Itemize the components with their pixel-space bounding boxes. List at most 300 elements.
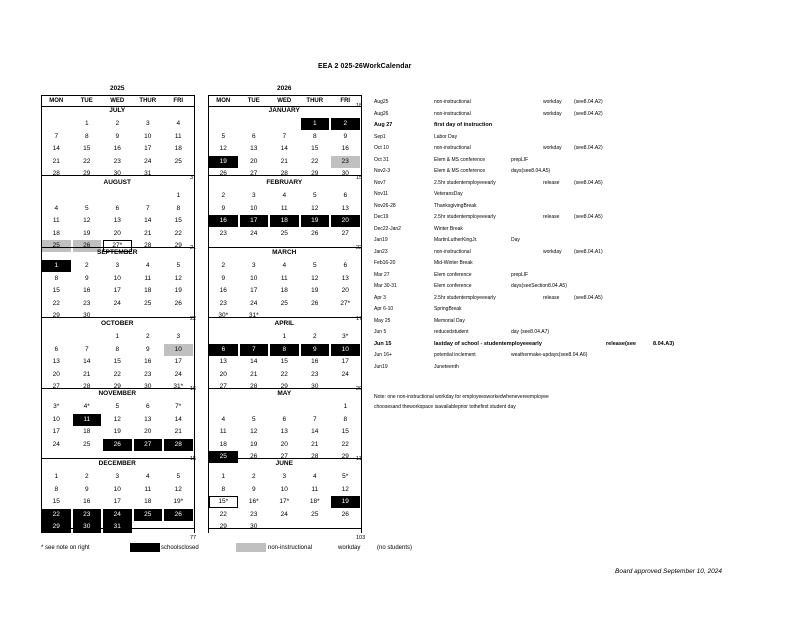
- month-name-october: OCTOBER: [101, 320, 134, 327]
- day-cell: 27: [341, 229, 349, 237]
- event-desc: prepLIF: [511, 156, 529, 163]
- day-cell: 29: [280, 383, 288, 391]
- day-cell: 19: [331, 496, 360, 508]
- day-cell: 17*: [279, 498, 290, 506]
- day-cell: 19*: [173, 498, 184, 506]
- day-cell: 30: [311, 383, 319, 391]
- day-cell: 29: [52, 312, 60, 320]
- day-cell: 10: [250, 274, 258, 282]
- day-cell: 2: [221, 192, 226, 199]
- day-cell: 17: [250, 287, 258, 295]
- event-date: Nov2-3: [374, 168, 391, 174]
- day-cell: 4: [145, 473, 150, 480]
- day-cell: 1: [176, 192, 181, 199]
- day-cell: 15: [52, 498, 60, 506]
- day-cell: 6: [251, 132, 256, 140]
- month-workday-count: 18: [356, 103, 363, 109]
- day-cell: 1: [221, 473, 226, 480]
- month-rule: [41, 528, 194, 529]
- legend-closed-swatch: [130, 543, 160, 552]
- event-desc: Day: [511, 237, 520, 243]
- event-desc: lastday of school - studentemployeeearly: [434, 340, 542, 347]
- day-cell: 18: [280, 287, 288, 295]
- day-cell: 7: [54, 132, 59, 140]
- day-cell: 11: [280, 274, 288, 282]
- day-cell: 3*: [342, 333, 349, 340]
- month-workday-count: 22: [190, 316, 197, 322]
- event-desc: Memorial Day: [434, 317, 465, 324]
- day-cell: 21: [52, 157, 60, 165]
- day-cell: 25: [209, 451, 238, 463]
- day-cell: 11: [311, 485, 319, 493]
- day-cell: 16: [144, 358, 152, 366]
- day-cell: 26: [103, 439, 132, 451]
- month-workday-count: 20: [356, 386, 363, 392]
- event-desc: Elem conference: [434, 283, 472, 289]
- day-header-wed: WED: [110, 98, 125, 104]
- day-cell: 13: [250, 145, 258, 153]
- note-line: choosesand theworkspace isavailableprior tothefirst student day: [374, 404, 516, 410]
- day-cell: 21: [311, 440, 319, 448]
- month-workday-count: 21: [190, 245, 197, 251]
- day-cell: 20: [331, 215, 360, 227]
- day-cell: 2: [251, 473, 256, 480]
- month-rule: [208, 458, 361, 459]
- event-date: Nov11: [374, 191, 389, 197]
- event-date: Sep1: [374, 133, 386, 140]
- day-cell: 8: [84, 132, 89, 140]
- day-cell: 30: [113, 170, 121, 178]
- day-cell: 13: [52, 358, 60, 366]
- day-cell: 24: [341, 370, 349, 378]
- day-cell: 8: [221, 485, 226, 493]
- day-cell: 22: [341, 440, 349, 448]
- month-workday-count: 17: [356, 316, 363, 322]
- day-cell: 30: [144, 383, 152, 391]
- month-name-august: AUGUST: [103, 179, 131, 186]
- event-desc: Juneteenth: [434, 363, 459, 370]
- day-cell: 23: [311, 370, 319, 378]
- event-desc: (see8.04.A5): [574, 294, 603, 301]
- day-cell: 29: [311, 170, 319, 178]
- day-cell: 5*: [342, 473, 349, 480]
- month-name-may: MAY: [277, 390, 292, 397]
- event-date: Aug26: [374, 110, 389, 117]
- block-right-rule: [361, 95, 362, 533]
- day-cell: 28: [250, 383, 258, 391]
- day-cell: 22: [280, 370, 288, 378]
- day-cell: 31*: [173, 383, 184, 391]
- day-cell: 2: [115, 120, 120, 127]
- month-name-december: DECEMBER: [98, 460, 136, 467]
- day-cell: 8: [176, 204, 181, 212]
- day-cell: 28: [164, 439, 193, 451]
- day-header-thur: THUR: [139, 98, 157, 104]
- event-desc: (see8.04.A5): [574, 214, 603, 220]
- day-cell: 4: [282, 192, 287, 199]
- day-cell: 27: [219, 383, 227, 391]
- day-cell: 20: [219, 370, 227, 378]
- day-cell: 17: [113, 498, 121, 506]
- day-cell: 12: [83, 217, 91, 225]
- day-cell: 19: [250, 440, 258, 448]
- day-cell: 10: [113, 485, 121, 493]
- event-desc: VeteransDay: [434, 191, 463, 197]
- day-cell: 2: [145, 333, 150, 340]
- day-cell: 6: [343, 262, 348, 269]
- event-desc: Winter Break: [434, 225, 463, 232]
- event-date: Dec19: [374, 214, 389, 220]
- day-cell: 15: [311, 145, 319, 153]
- day-cell: 19: [174, 287, 182, 295]
- event-desc: 2.5hr studentemployeeearly: [434, 179, 496, 186]
- event-date: Nov7: [374, 179, 386, 186]
- day-cell: 12: [311, 274, 319, 282]
- day-cell: 5: [312, 192, 317, 199]
- day-cell: [209, 331, 238, 343]
- month-rule: [41, 317, 194, 318]
- day-cell: 23: [83, 299, 91, 307]
- day-cell: [270, 401, 299, 413]
- day-cell: 26: [250, 453, 258, 461]
- day-cell: [134, 190, 163, 202]
- month-rule: [41, 458, 194, 459]
- day-cell: 3: [176, 333, 181, 340]
- legend-noninstructional-label: non-instructional: [268, 545, 313, 551]
- event-date: Apr 6-10: [374, 306, 394, 312]
- day-cell: 9: [221, 204, 226, 212]
- event-desc: prepLIF: [511, 271, 529, 278]
- legend-workday-label: workday: [338, 545, 361, 551]
- event-desc: (see8.04.A2): [574, 145, 603, 151]
- month-rule: [208, 175, 361, 176]
- day-cell: 27*: [103, 240, 132, 252]
- month-name-march: MARCH: [272, 249, 297, 256]
- month-name-february: FEBRUARY: [266, 179, 303, 186]
- event-desc: Elem conference: [434, 271, 472, 278]
- day-cell: 31*: [248, 312, 259, 320]
- day-cell: 25: [144, 299, 152, 307]
- day-cell: 17: [341, 358, 349, 366]
- day-cell: 9: [115, 132, 120, 140]
- day-cell: 5: [84, 204, 89, 212]
- day-cell: 20: [250, 157, 258, 165]
- day-cell: 7: [145, 204, 150, 212]
- day-cell: 16: [83, 287, 91, 295]
- day-cell: 14: [311, 428, 319, 436]
- day-cell: 12: [113, 415, 121, 423]
- month-name-june: JUNE: [275, 460, 293, 467]
- day-cell: 11: [219, 428, 227, 436]
- block-left-rule: [208, 95, 209, 533]
- day-header-tue: TUE: [247, 98, 260, 104]
- day-cell: [42, 331, 71, 343]
- day-cell: 29: [174, 242, 182, 250]
- day-cell: 6: [209, 344, 238, 356]
- event-date: Jun19: [374, 363, 388, 370]
- legend-noninstructional-swatch: [236, 543, 266, 552]
- event-date: Mar 30-31: [374, 283, 397, 289]
- day-cell: 25: [174, 157, 182, 165]
- month-workday-count: 15: [190, 456, 197, 462]
- right-year: 2026: [277, 85, 292, 92]
- day-cell: 25: [83, 440, 91, 448]
- day-cell: 3: [251, 192, 256, 199]
- day-cell: 12: [250, 428, 258, 436]
- event-desc: Labor Day: [434, 133, 458, 140]
- event-desc: non-instructional: [434, 110, 471, 117]
- day-cell: 22: [83, 157, 91, 165]
- day-cell: 7: [282, 132, 287, 140]
- day-cell: 21: [144, 229, 152, 237]
- day-header-tue: TUE: [80, 98, 93, 104]
- event-date: Mar 27: [374, 271, 390, 278]
- event-date: Apr 3: [374, 294, 386, 301]
- legend-closed-label: schoolsclosed: [161, 545, 199, 551]
- event-desc: (see8.04.A2): [574, 110, 603, 117]
- day-cell: 5: [176, 262, 181, 269]
- event-date: Oct 10: [374, 145, 389, 151]
- day-cell: 30: [73, 521, 102, 533]
- day-cell: 24: [280, 510, 288, 518]
- event-date: Oct 31: [374, 156, 389, 163]
- day-cell: 23: [113, 157, 121, 165]
- event-desc: release(see: [606, 340, 636, 347]
- day-cell: 18: [174, 145, 182, 153]
- day-cell: 19: [301, 215, 330, 227]
- day-cell: 30*: [218, 312, 229, 320]
- day-cell: 27: [280, 453, 288, 461]
- day-cell: 28: [280, 170, 288, 178]
- day-cell: 18: [144, 498, 152, 506]
- day-cell: 18: [52, 229, 60, 237]
- day-cell: 24: [52, 440, 60, 448]
- month-workday-count: 3: [190, 175, 194, 181]
- month-rule: [41, 175, 194, 176]
- month-name-april: APRIL: [274, 320, 294, 327]
- legend-star-note: * see note on right: [41, 545, 90, 551]
- day-cell: 12: [341, 485, 349, 493]
- day-cell: 31: [144, 170, 152, 178]
- day-cell: 7: [312, 415, 317, 423]
- month-rule: [41, 388, 194, 389]
- block-top-rule: [208, 95, 361, 96]
- day-cell: 1: [42, 260, 71, 272]
- day-cell: 3: [251, 262, 256, 269]
- day-cell: 17: [240, 215, 269, 227]
- event-desc: 2.5hr studentemployeeearly: [434, 294, 496, 301]
- day-cell: 19: [209, 156, 238, 168]
- note-line: Note: one non-instructional workday for employeesworkedwhenevereemployee: [374, 394, 549, 400]
- day-cell: 11: [144, 274, 152, 282]
- day-cell: 1: [343, 403, 348, 410]
- event-date: Jan23: [374, 248, 388, 255]
- day-cell: 23: [219, 299, 227, 307]
- day-cell: 27: [134, 439, 163, 451]
- day-cell: 15*: [209, 496, 238, 508]
- event-desc: first day of instruction: [434, 122, 493, 128]
- day-cell: 6: [115, 204, 120, 212]
- day-cell: 18: [270, 215, 299, 227]
- day-cell: 12: [174, 274, 182, 282]
- day-cell: 9: [221, 274, 226, 282]
- event-date: Aug 27: [374, 122, 393, 128]
- day-cell: 17: [52, 428, 60, 436]
- day-cell: [42, 118, 71, 130]
- day-cell: 6: [343, 192, 348, 199]
- day-cell: 7: [240, 344, 269, 356]
- day-cell: 14: [174, 415, 182, 423]
- day-cell: 10: [52, 415, 60, 423]
- day-cell: 3: [115, 473, 120, 480]
- day-cell: 22: [42, 509, 71, 521]
- day-cell: 19: [311, 287, 319, 295]
- day-cell: 8: [343, 415, 348, 423]
- day-cell: 13: [280, 428, 288, 436]
- day-cell: 8: [115, 345, 120, 353]
- event-desc: workday: [543, 99, 562, 105]
- day-cell: 19: [83, 229, 91, 237]
- day-cell: 15: [113, 358, 121, 366]
- day-cell: 8: [54, 274, 59, 282]
- event-date: Jun 16+: [374, 352, 392, 358]
- event-desc: release: [543, 214, 560, 220]
- day-cell: 16: [341, 145, 349, 153]
- event-date: Aug25: [374, 99, 389, 105]
- day-cell: [301, 401, 330, 413]
- day-cell: 11: [52, 217, 60, 225]
- day-cell: 29: [219, 523, 227, 531]
- day-cell: 25: [280, 299, 288, 307]
- day-cell: 1: [282, 333, 287, 340]
- event-desc: non-instructional: [434, 248, 471, 255]
- day-cell: 14: [144, 217, 152, 225]
- day-cell: 23: [219, 229, 227, 237]
- day-cell: 27*: [340, 299, 351, 307]
- day-cell: 5: [176, 473, 181, 480]
- day-cell: 9: [301, 344, 330, 356]
- day-cell: 14: [83, 358, 91, 366]
- day-cell: 16: [113, 145, 121, 153]
- day-cell: 3*: [53, 403, 60, 410]
- day-cell: 24: [250, 229, 258, 237]
- month-name-september: SEPTEMBER: [97, 249, 138, 256]
- day-cell: 29: [341, 453, 349, 461]
- day-cell: 6: [282, 415, 287, 423]
- day-cell: 28: [52, 170, 60, 178]
- day-cell: 10: [331, 344, 360, 356]
- day-cell: 21: [83, 370, 91, 378]
- day-cell: 17: [144, 145, 152, 153]
- day-cell: 23: [144, 370, 152, 378]
- day-cell: 13: [341, 274, 349, 282]
- event-desc: reducedstudent: [434, 329, 469, 335]
- day-cell: 5: [115, 403, 120, 410]
- day-cell: 1: [301, 118, 330, 130]
- event-desc: (see8.04.A1): [574, 248, 603, 255]
- day-cell: 29: [113, 383, 121, 391]
- right-total: 103: [356, 535, 366, 541]
- month-name-november: NOVEMBER: [98, 390, 137, 397]
- day-cell: 13: [113, 217, 121, 225]
- day-cell: 24: [144, 157, 152, 165]
- day-cell: 15: [52, 287, 60, 295]
- day-cell: 11: [73, 414, 102, 426]
- day-cell: 10: [164, 344, 193, 356]
- day-cell: [209, 401, 238, 413]
- day-cell: 25: [42, 240, 71, 252]
- day-cell: 12: [174, 485, 182, 493]
- event-desc: workday: [543, 248, 562, 255]
- event-desc: workday: [543, 145, 562, 151]
- day-cell: 8: [270, 344, 299, 356]
- event-desc: 8.04.A3): [653, 340, 675, 347]
- day-cell: [103, 190, 132, 202]
- day-cell: 4*: [83, 403, 90, 410]
- day-header-thur: THUR: [306, 98, 324, 104]
- day-cell: 4: [145, 262, 150, 269]
- day-cell: 13: [341, 204, 349, 212]
- day-header-mon: MON: [216, 98, 231, 104]
- event-desc: day (see8.04.A7): [511, 329, 550, 335]
- month-workday-count: 16: [190, 386, 197, 392]
- day-cell: 3: [145, 120, 150, 127]
- day-cell: 20: [113, 229, 121, 237]
- day-cell: 26: [174, 299, 182, 307]
- day-cell: 13: [144, 415, 152, 423]
- event-desc: workday: [543, 110, 562, 117]
- day-cell: 26: [311, 229, 319, 237]
- day-cell: 9: [145, 345, 150, 353]
- month-name-january: JANUARY: [268, 107, 300, 114]
- day-cell: 22: [311, 157, 319, 165]
- event-date: Jan19: [374, 237, 388, 243]
- left-total: 77: [190, 535, 197, 541]
- day-cell: 17: [174, 358, 182, 366]
- day-header-fri: FRI: [340, 98, 351, 104]
- day-cell: 26: [311, 299, 319, 307]
- day-cell: 25: [311, 510, 319, 518]
- day-cell: 25: [134, 509, 163, 521]
- event-desc: ThanksgivingBreak: [434, 202, 477, 209]
- event-desc: non-instructional: [434, 99, 471, 105]
- day-cell: 9: [343, 132, 348, 140]
- event-date: Jun 15: [374, 340, 392, 347]
- legend-no-students-label: (no students): [377, 545, 413, 551]
- day-cell: 14: [250, 358, 258, 366]
- event-desc: (see8.04.A2): [574, 99, 603, 105]
- day-cell: 19: [113, 428, 121, 436]
- approval-note: Board approved September 10, 2024: [615, 568, 722, 575]
- day-cell: 24: [174, 370, 182, 378]
- day-cell: 21: [174, 428, 182, 436]
- day-header-fri: FRI: [173, 98, 184, 104]
- day-cell: 8: [312, 132, 317, 140]
- event-desc: days(seeSection8.04.A5): [511, 283, 567, 289]
- day-cell: 10: [280, 485, 288, 493]
- day-cell: 29: [42, 521, 71, 533]
- day-cell: 18: [219, 440, 227, 448]
- event-date: May 25: [374, 317, 391, 324]
- day-cell: 26: [341, 510, 349, 518]
- day-cell: [42, 190, 71, 202]
- day-cell: 20: [144, 428, 152, 436]
- month-workday-count: 11: [356, 456, 362, 462]
- day-cell: 15: [280, 358, 288, 366]
- day-cell: 16: [311, 358, 319, 366]
- day-cell: 28: [83, 383, 91, 391]
- day-cell: [73, 190, 102, 202]
